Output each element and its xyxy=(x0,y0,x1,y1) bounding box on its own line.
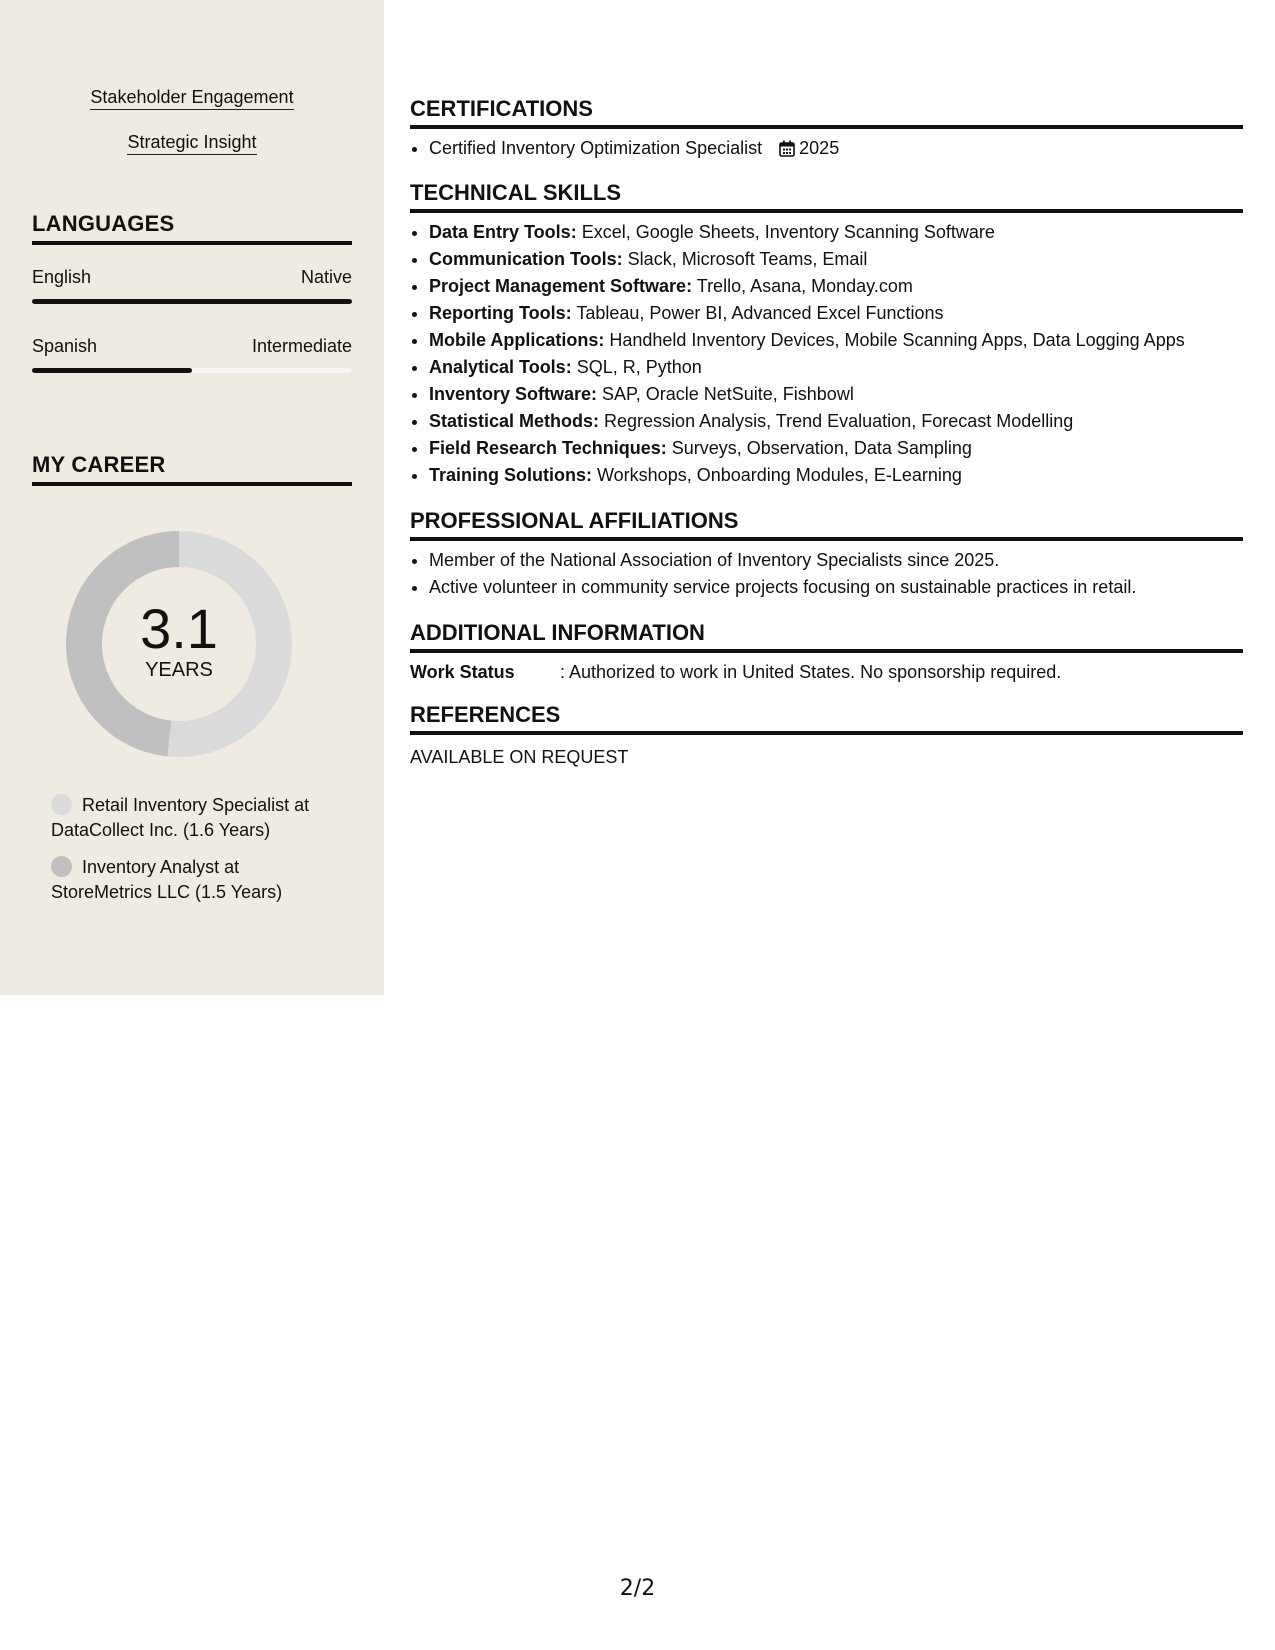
list-item xyxy=(429,462,1185,489)
certification-year: 2025 xyxy=(799,138,840,158)
skill-tag xyxy=(0,87,384,108)
legend-dot xyxy=(51,794,72,815)
career-heading: MY CAREER xyxy=(32,452,352,486)
list-item xyxy=(429,408,1185,435)
language-name: Spanish xyxy=(32,336,98,356)
list-item xyxy=(429,435,1185,462)
calendar-icon xyxy=(779,138,795,165)
career-donut-chart xyxy=(66,531,292,757)
skill-label: Reporting Tools: xyxy=(429,303,572,323)
language-row xyxy=(32,336,352,357)
skill-value: Regression Analysis, Trend Evaluation, Forecast Modelling xyxy=(599,411,1074,431)
career-legend-text: Retail Inventory Specialist at DataCollect Inc. (1.6 Years) xyxy=(51,795,310,840)
list-item xyxy=(429,219,1185,246)
list-item xyxy=(429,135,839,165)
career-legend-text: Inventory Analyst at StoreMetrics LLC (1.5 Years) xyxy=(51,857,283,902)
skill-label: Field Research Techniques: xyxy=(429,438,667,458)
affiliations-list xyxy=(410,547,1136,601)
work-status-label: Work Status xyxy=(410,662,515,682)
list-item xyxy=(429,246,1185,273)
skill-label: Communication Tools: xyxy=(429,249,623,269)
career-total-unit: YEARS xyxy=(145,658,213,681)
skill-label: Project Management Software: xyxy=(429,276,693,296)
skill-label: Mobile Applications: xyxy=(429,330,605,350)
skill-label: Training Solutions: xyxy=(429,465,592,485)
sidebar xyxy=(0,0,384,995)
page-number: 2/2 xyxy=(619,1576,656,1601)
technical-skills-list xyxy=(410,219,1185,489)
career-legend-item xyxy=(51,855,341,905)
skill-value: Workshops, Onboarding Modules, E-Learning xyxy=(592,465,962,485)
skill-value: Slack, Microsoft Teams, Email xyxy=(622,249,868,269)
skill-value: Trello, Asana, Monday.com xyxy=(692,276,913,296)
language-name: English xyxy=(32,267,92,287)
career-total xyxy=(66,531,292,757)
skill-value: SQL, R, Python xyxy=(571,357,702,377)
list-item xyxy=(429,381,1185,408)
skill-label: Statistical Methods: xyxy=(429,411,600,431)
language-proficiency-fill xyxy=(32,368,192,373)
career-legend-item xyxy=(51,793,341,843)
list-item: • Member of the National Association of Inventory Specialists since 2025. xyxy=(429,547,1136,574)
skill-value: Tableau, Power BI, Advanced Excel Functions xyxy=(571,303,944,323)
list-item xyxy=(429,300,1185,327)
language-level: Native xyxy=(300,267,352,287)
technical-skills-heading: TECHNICAL SKILLS xyxy=(410,180,1243,213)
list-item: • Active volunteer in community service projects focusing on sustainable practices in retail. xyxy=(429,574,1136,601)
work-status-value: : Authorized to work in United States. No sponsorship required. xyxy=(560,662,1062,682)
list-item xyxy=(429,273,1185,300)
skill-value: SAP, Oracle NetSuite, Fishbowl xyxy=(597,384,854,404)
references-text: AVAILABLE ON REQUEST xyxy=(410,747,629,767)
language-proficiency-fill xyxy=(32,299,352,304)
skill-label: Inventory Software: xyxy=(429,384,598,404)
list-item xyxy=(429,354,1185,381)
affiliations-heading: PROFESSIONAL AFFILIATIONS xyxy=(410,508,1243,541)
skill-value: Excel, Google Sheets, Inventory Scanning Software xyxy=(576,222,995,242)
language-level: Intermediate xyxy=(251,336,352,356)
certifications-list xyxy=(410,135,839,165)
additional-info-heading: ADDITIONAL INFORMATION xyxy=(410,620,1243,653)
certifications-heading: CERTIFICATIONS xyxy=(410,96,1243,129)
skill-label: Data Entry Tools: xyxy=(429,222,577,242)
work-status-row xyxy=(410,662,1061,683)
references-heading: REFERENCES xyxy=(410,702,1243,735)
certification-name: Certified Inventory Optimization Specialist xyxy=(429,138,763,158)
language-row xyxy=(32,267,352,288)
skill-value: Surveys, Observation, Data Sampling xyxy=(666,438,972,458)
skill-value: Handheld Inventory Devices, Mobile Scanning Apps, Data Logging Apps xyxy=(604,330,1185,350)
language-proficiency-bar xyxy=(32,368,352,373)
skill-tag xyxy=(0,132,384,153)
career-total-value: 3.1 xyxy=(140,596,218,660)
legend-dot xyxy=(51,856,72,877)
languages-heading: LANGUAGES xyxy=(32,211,352,245)
skill-label: Analytical Tools: xyxy=(429,357,572,377)
language-proficiency-bar xyxy=(32,299,352,304)
skill-tag-text: Strategic Insight xyxy=(127,132,256,155)
list-item xyxy=(429,327,1185,354)
skill-tag-text: Stakeholder Engagement xyxy=(90,87,293,110)
